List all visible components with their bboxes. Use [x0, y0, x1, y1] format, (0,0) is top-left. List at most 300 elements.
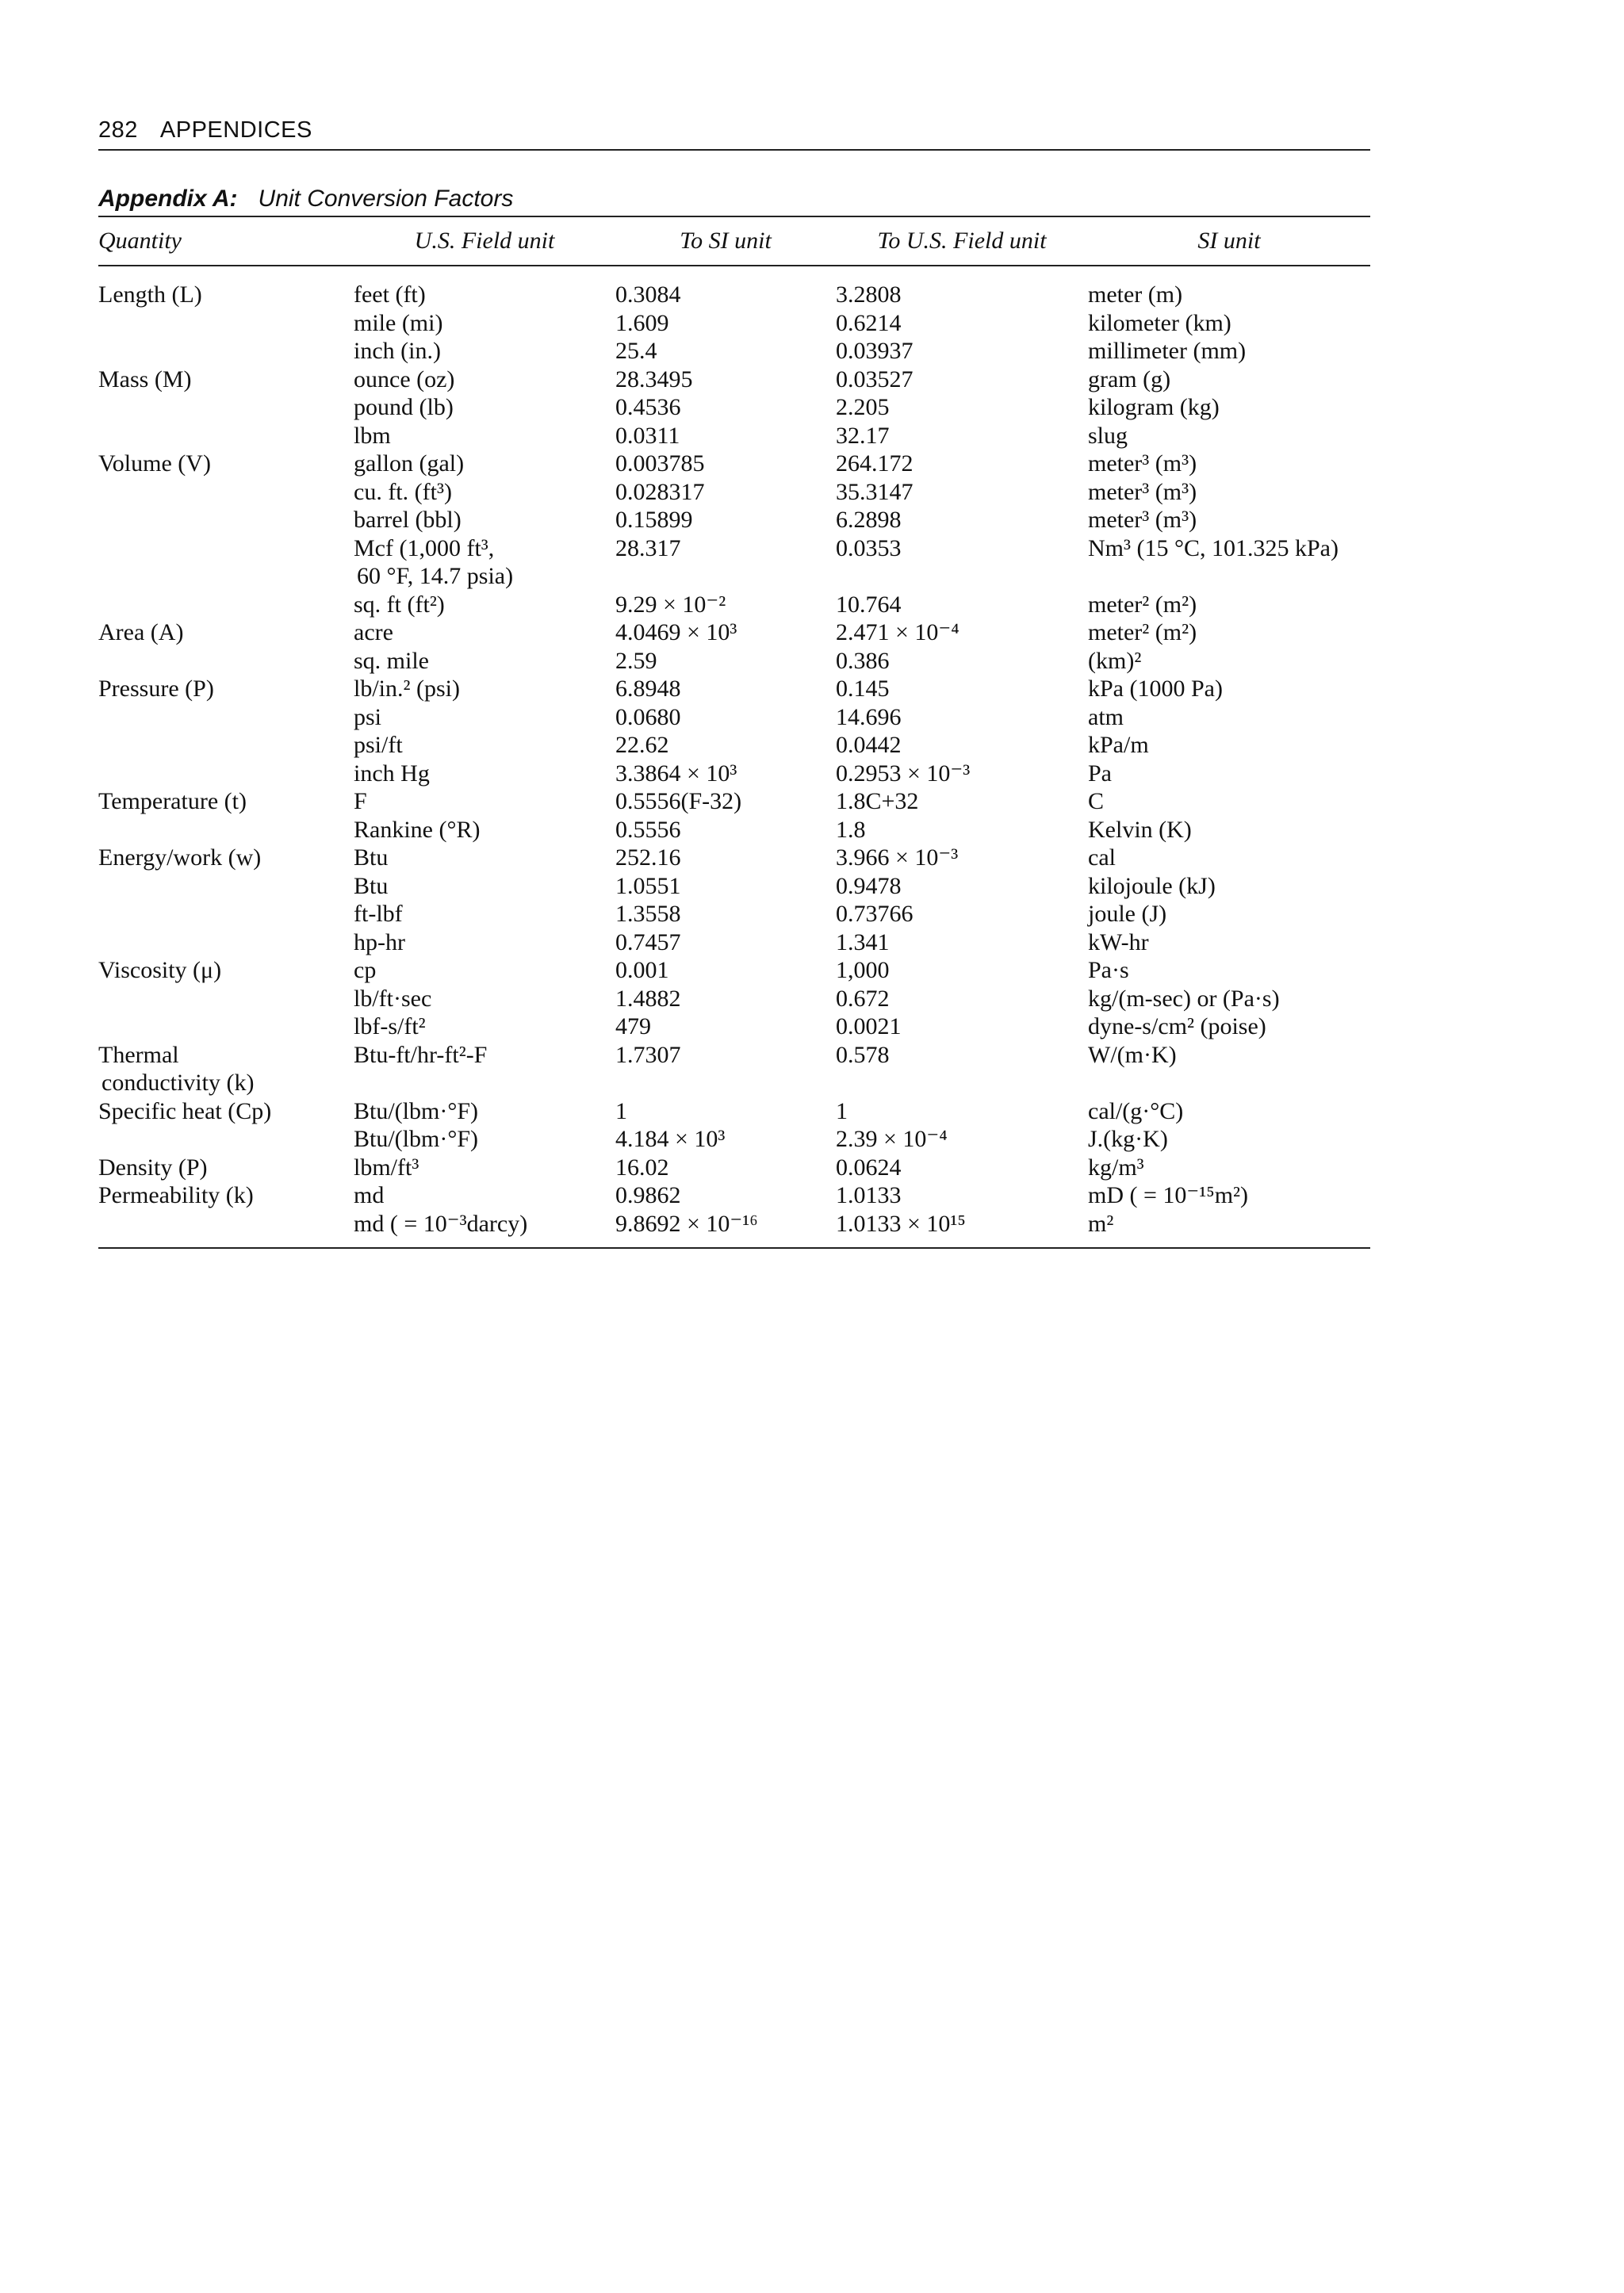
appendix-table-block	[98, 182, 1370, 1249]
cell-to-si-factor	[615, 1097, 836, 1126]
cell-to-us-factor-text: 0.0353	[836, 534, 902, 561]
cell-to-si-factor-text: 25.4	[615, 338, 657, 364]
cell-si-unit-text: kilojoule (kJ)	[1088, 872, 1216, 899]
table-row	[98, 985, 1370, 1013]
cell-to-si-factor	[615, 1013, 836, 1041]
cell-to-us-factor	[836, 1097, 1088, 1126]
table-row	[98, 618, 1370, 647]
column-header-quantity: Quantity	[98, 217, 354, 266]
cell-us-field-unit	[354, 366, 615, 394]
table-header-row	[98, 217, 1370, 266]
cell-to-si-factor	[615, 985, 836, 1013]
cell-si-unit-text: meter³ (m³)	[1088, 450, 1197, 477]
cell-to-si-factor	[615, 787, 836, 816]
cell-quantity	[98, 816, 354, 844]
cell-to-us-factor-text: 10.764	[836, 591, 902, 618]
cell-us-field-unit-text: lb/in.² (psi)	[354, 676, 460, 702]
cell-us-field-unit-text: cp	[354, 957, 377, 983]
cell-to-us-factor-text: 0.6214	[836, 309, 902, 336]
cell-quantity	[98, 703, 354, 732]
cell-to-us-factor	[836, 928, 1088, 957]
table-row	[98, 647, 1370, 676]
cell-si-unit	[1088, 900, 1370, 928]
cell-us-field-unit	[354, 1181, 615, 1210]
column-header-si-unit: SI unit	[1088, 217, 1370, 266]
cell-us-field-unit-text: hp-hr	[354, 928, 405, 955]
cell-to-us-factor	[836, 816, 1088, 844]
cell-us-field-unit-text: lbm/ft³	[354, 1154, 419, 1181]
cell-to-us-factor	[836, 872, 1088, 901]
table-row	[98, 534, 1370, 591]
cell-to-si-factor-text: 1	[615, 1097, 627, 1124]
cell-to-si-factor-text: 1.0551	[615, 872, 681, 899]
cell-to-us-factor	[836, 366, 1088, 394]
cell-to-si-factor	[615, 618, 836, 647]
cell-to-us-factor-text: 14.696	[836, 703, 902, 730]
cell-to-us-factor-text: 0.73766	[836, 901, 914, 927]
table-caption-title: Unit Conversion Factors	[258, 186, 514, 212]
cell-to-us-factor	[836, 1181, 1088, 1210]
cell-to-si-factor-text: 1.609	[615, 309, 669, 336]
cell-quantity	[98, 1125, 354, 1154]
cell-si-unit-text: kilogram (kg)	[1088, 394, 1220, 420]
cell-quantity	[98, 872, 354, 901]
cell-to-si-factor-text: 22.62	[615, 732, 669, 758]
cell-to-us-factor-text: 0.2953 × 10⁻³	[836, 760, 971, 787]
cell-quantity	[98, 281, 354, 309]
cell-us-field-unit	[354, 337, 615, 366]
cell-quantity	[98, 1210, 354, 1238]
cell-to-us-factor	[836, 985, 1088, 1013]
cell-to-si-factor-text: 1.7307	[615, 1041, 681, 1068]
cell-to-us-factor	[836, 534, 1088, 591]
cell-si-unit-text: cal	[1088, 844, 1116, 871]
cell-to-us-factor	[836, 703, 1088, 732]
unit-conversion-table	[98, 217, 1370, 1238]
cell-si-unit	[1088, 478, 1370, 507]
cell-quantity-text: Volume (V)	[98, 450, 211, 477]
cell-si-unit	[1088, 1013, 1370, 1041]
cell-si-unit	[1088, 956, 1370, 985]
cell-quantity-text: Energy/work (w)	[98, 844, 262, 871]
cell-us-field-unit	[354, 281, 615, 309]
cell-to-si-factor-text: 0.7457	[615, 928, 681, 955]
cell-to-si-factor-text: 252.16	[615, 844, 681, 871]
cell-si-unit-text: Pa	[1088, 760, 1112, 787]
cell-si-unit-text: J.(kg·K)	[1088, 1126, 1168, 1152]
cell-si-unit	[1088, 1210, 1370, 1238]
cell-to-si-factor	[615, 760, 836, 788]
cell-si-unit	[1088, 618, 1370, 647]
table-row	[98, 844, 1370, 872]
cell-to-us-factor-text: 0.0021	[836, 1013, 902, 1039]
column-header-to-us-field-unit: To U.S. Field unit	[836, 217, 1088, 266]
cell-quantity	[98, 366, 354, 394]
table-row	[98, 731, 1370, 760]
cell-to-us-factor-text: 32.17	[836, 422, 890, 449]
table-row	[98, 872, 1370, 901]
cell-to-us-factor-text: 0.9478	[836, 872, 902, 899]
cell-to-us-factor-text: 0.578	[836, 1041, 890, 1068]
cell-us-field-unit-text: sq. ft (ft²)	[354, 591, 445, 618]
cell-to-us-factor	[836, 591, 1088, 619]
cell-si-unit-text: Pa·s	[1088, 957, 1129, 983]
cell-us-field-unit	[354, 985, 615, 1013]
cell-si-unit-text: meter³ (m³)	[1088, 507, 1197, 533]
cell-to-us-factor	[836, 787, 1088, 816]
cell-quantity-text: Length (L)	[98, 281, 202, 308]
cell-to-si-factor-text: 0.003785	[615, 450, 705, 477]
cell-us-field-unit-text: gallon (gal)	[354, 450, 465, 477]
cell-to-si-factor	[615, 647, 836, 676]
cell-si-unit	[1088, 1041, 1370, 1097]
cell-quantity-text: Viscosity (μ)	[98, 957, 222, 983]
cell-to-si-factor	[615, 1181, 836, 1210]
cell-us-field-unit-text: Btu-ft/hr-ft²-F	[354, 1041, 488, 1068]
cell-us-field-unit	[354, 760, 615, 788]
cell-to-si-factor-text: 9.8692 × 10⁻¹⁶	[615, 1210, 758, 1237]
cell-to-us-factor-text: 1.0133 × 10¹⁵	[836, 1210, 966, 1237]
table-row	[98, 478, 1370, 507]
cell-si-unit-text: cal/(g·°C)	[1088, 1097, 1184, 1124]
cell-quantity-text: Area (A)	[98, 619, 184, 645]
cell-us-field-unit	[354, 816, 615, 844]
cell-si-unit-text: kPa/m	[1088, 732, 1149, 758]
table-row	[98, 900, 1370, 928]
cell-us-field-unit-text: psi/ft	[354, 732, 403, 758]
cell-us-field-unit	[354, 1013, 615, 1041]
cell-si-unit-text: dyne-s/cm² (poise)	[1088, 1013, 1266, 1039]
cell-quantity	[98, 309, 354, 338]
cell-to-si-factor	[615, 928, 836, 957]
cell-si-unit	[1088, 422, 1370, 450]
cell-quantity	[98, 787, 354, 816]
cell-us-field-unit	[354, 618, 615, 647]
cell-quantity-text: Permeability (k)	[98, 1182, 254, 1208]
cell-si-unit	[1088, 1097, 1370, 1126]
cell-to-si-factor-text: 2.59	[615, 647, 657, 674]
cell-quantity	[98, 337, 354, 366]
cell-us-field-unit-text: inch Hg	[354, 760, 430, 787]
cell-to-si-factor-text: 0.5556(F-32)	[615, 788, 742, 814]
cell-to-us-factor-text: 1.0133	[836, 1182, 902, 1208]
cell-to-us-factor-text: 1	[836, 1097, 848, 1124]
cell-si-unit-text: kPa (1000 Pa)	[1088, 676, 1223, 702]
cell-si-unit	[1088, 393, 1370, 422]
cell-to-si-factor	[615, 731, 836, 760]
cell-si-unit	[1088, 309, 1370, 338]
cell-si-unit	[1088, 816, 1370, 844]
table-row	[98, 1154, 1370, 1182]
cell-quantity	[98, 534, 354, 591]
cell-si-unit	[1088, 1125, 1370, 1154]
cell-to-si-factor-text: 0.0311	[615, 422, 680, 449]
cell-quantity	[98, 731, 354, 760]
cell-si-unit-text: kilometer (km)	[1088, 309, 1231, 336]
cell-quantity	[98, 956, 354, 985]
cell-to-us-factor-text: 1.341	[836, 928, 890, 955]
cell-to-si-factor-text: 0.4536	[615, 394, 681, 420]
cell-us-field-unit-text: lb/ft·sec	[354, 985, 432, 1012]
table-row	[98, 1013, 1370, 1041]
cell-to-us-factor	[836, 1210, 1088, 1238]
cell-us-field-unit	[354, 1125, 615, 1154]
cell-si-unit-text: kW-hr	[1088, 928, 1149, 955]
cell-us-field-unit	[354, 900, 615, 928]
cell-to-us-factor	[836, 478, 1088, 507]
cell-us-field-unit-text: cu. ft. (ft³)	[354, 478, 452, 505]
cell-to-us-factor	[836, 281, 1088, 309]
cell-quantity	[98, 478, 354, 507]
cell-si-unit	[1088, 366, 1370, 394]
cell-to-us-factor	[836, 309, 1088, 338]
cell-quantity	[98, 844, 354, 872]
cell-si-unit	[1088, 872, 1370, 901]
cell-us-field-unit	[354, 787, 615, 816]
table-row	[98, 956, 1370, 985]
cell-to-us-factor	[836, 731, 1088, 760]
cell-to-us-factor-text: 0.0442	[836, 732, 902, 758]
cell-to-si-factor-text: 0.001	[615, 957, 669, 983]
cell-to-si-factor	[615, 478, 836, 507]
cell-to-us-factor-text: 0.145	[836, 676, 890, 702]
page-header	[98, 114, 1370, 151]
cell-to-us-factor	[836, 450, 1088, 478]
table-row	[98, 760, 1370, 788]
cell-us-field-unit	[354, 393, 615, 422]
cell-us-field-unit	[354, 647, 615, 676]
cell-si-unit-text: gram (g)	[1088, 366, 1171, 392]
cell-quantity	[98, 760, 354, 788]
cell-to-us-factor	[836, 618, 1088, 647]
cell-to-si-factor-text: 3.3864 × 10³	[615, 760, 737, 787]
cell-si-unit	[1088, 450, 1370, 478]
cell-to-si-factor	[615, 506, 836, 534]
cell-quantity-text: Thermal	[98, 1041, 179, 1068]
cell-us-field-unit	[354, 844, 615, 872]
cell-us-field-unit	[354, 956, 615, 985]
cell-to-us-factor-text: 0.386	[836, 647, 890, 674]
cell-us-field-unit-text: Btu/(lbm·°F)	[354, 1126, 479, 1152]
cell-to-us-factor-text: 35.3147	[836, 478, 914, 505]
cell-to-us-factor-text: 2.39 × 10⁻⁴	[836, 1126, 948, 1152]
cell-us-field-unit	[354, 1041, 615, 1097]
cell-us-field-unit	[354, 450, 615, 478]
cell-to-si-factor	[615, 900, 836, 928]
cell-to-si-factor-text: 0.028317	[615, 478, 705, 505]
cell-to-us-factor-text: 0.672	[836, 985, 890, 1012]
cell-to-us-factor-text: 264.172	[836, 450, 914, 477]
cell-us-field-unit	[354, 731, 615, 760]
table-row	[98, 591, 1370, 619]
table-row	[98, 309, 1370, 338]
cell-us-field-unit-text: sq. mile	[354, 647, 429, 674]
cell-to-us-factor	[836, 393, 1088, 422]
cell-si-unit-text: millimeter (mm)	[1088, 338, 1247, 364]
cell-si-unit-text: kg/(m-sec) or (Pa·s)	[1088, 985, 1280, 1012]
cell-to-us-factor	[836, 422, 1088, 450]
cell-us-field-unit	[354, 928, 615, 957]
cell-to-si-factor	[615, 337, 836, 366]
table-row	[98, 703, 1370, 732]
cell-to-si-factor	[615, 1125, 836, 1154]
cell-to-si-factor-text: 28.317	[615, 534, 681, 561]
cell-si-unit	[1088, 534, 1370, 591]
cell-to-si-factor	[615, 393, 836, 422]
table-spacer-row	[98, 266, 1370, 281]
cell-us-field-unit-text: psi	[354, 703, 382, 730]
cell-si-unit-text: slug	[1088, 422, 1128, 449]
cell-quantity-text: Pressure (P)	[98, 676, 214, 702]
cell-si-unit-text: meter² (m²)	[1088, 591, 1197, 618]
cell-us-field-unit	[354, 591, 615, 619]
cell-us-field-unit-text: md	[354, 1182, 385, 1208]
cell-us-field-unit	[354, 1154, 615, 1182]
cell-si-unit	[1088, 647, 1370, 676]
cell-to-si-factor	[615, 534, 836, 591]
cell-si-unit	[1088, 844, 1370, 872]
table-row	[98, 1125, 1370, 1154]
cell-quantity	[98, 1181, 354, 1210]
cell-us-field-unit-text: ft-lbf	[354, 901, 403, 927]
cell-us-field-unit	[354, 1210, 615, 1238]
cell-to-us-factor-text: 2.471 × 10⁻⁴	[836, 619, 959, 645]
table-row	[98, 928, 1370, 957]
table-row	[98, 337, 1370, 366]
cell-to-si-factor-text: 479	[615, 1013, 651, 1039]
cell-si-unit	[1088, 985, 1370, 1013]
cell-us-field-unit-text: feet (ft)	[354, 281, 426, 308]
cell-quantity	[98, 900, 354, 928]
cell-quantity	[98, 393, 354, 422]
cell-us-field-unit	[354, 872, 615, 901]
cell-si-unit	[1088, 703, 1370, 732]
cell-to-si-factor	[615, 422, 836, 450]
cell-to-si-factor-text: 16.02	[615, 1154, 669, 1181]
cell-quantity	[98, 1041, 354, 1097]
cell-to-us-factor	[836, 647, 1088, 676]
cell-quantity	[98, 647, 354, 676]
cell-quantity	[98, 1097, 354, 1126]
cell-to-si-factor	[615, 1154, 836, 1182]
table-row	[98, 422, 1370, 450]
cell-quantity	[98, 1013, 354, 1041]
column-header-to-si-unit: To SI unit	[615, 217, 836, 266]
cell-si-unit	[1088, 1181, 1370, 1210]
cell-si-unit-text: meter³ (m³)	[1088, 478, 1197, 505]
cell-to-si-factor-text: 0.15899	[615, 507, 693, 533]
table-caption-label: Appendix A:	[98, 186, 238, 212]
cell-to-si-factor	[615, 703, 836, 732]
cell-to-si-factor-text: 9.29 × 10⁻²	[615, 591, 726, 618]
cell-to-si-factor	[615, 872, 836, 901]
cell-to-us-factor	[836, 956, 1088, 985]
cell-to-us-factor-text: 3.2808	[836, 281, 902, 308]
cell-us-field-unit	[354, 506, 615, 534]
cell-si-unit-text: mD ( = 10⁻¹⁵m²)	[1088, 1182, 1249, 1208]
cell-quantity	[98, 675, 354, 703]
cell-quantity	[98, 422, 354, 450]
cell-to-si-factor	[615, 675, 836, 703]
cell-us-field-unit	[354, 478, 615, 507]
cell-us-field-unit	[354, 309, 615, 338]
cell-to-si-factor-text: 4.184 × 10³	[615, 1126, 726, 1152]
table-row	[98, 787, 1370, 816]
cell-us-field-unit-text: lbm	[354, 422, 391, 449]
cell-to-si-factor-text: 0.3084	[615, 281, 681, 308]
cell-us-field-unit-text: pound (lb)	[354, 394, 454, 420]
cell-us-field-unit-text: Btu/(lbm·°F)	[354, 1097, 479, 1124]
cell-to-us-factor	[836, 760, 1088, 788]
table-row	[98, 393, 1370, 422]
cell-si-unit	[1088, 675, 1370, 703]
cell-to-si-factor-text: 4.0469 × 10³	[615, 619, 737, 645]
cell-to-us-factor	[836, 675, 1088, 703]
cell-to-si-factor-text: 6.8948	[615, 676, 681, 702]
cell-to-us-factor	[836, 900, 1088, 928]
cell-to-us-factor-text: 0.0624	[836, 1154, 902, 1181]
table-row	[98, 506, 1370, 534]
cell-si-unit-text: meter (m)	[1088, 281, 1183, 308]
cell-to-si-factor-text: 0.0680	[615, 703, 681, 730]
cell-to-us-factor-text: 6.2898	[836, 507, 902, 533]
cell-quantity-text: Mass (M)	[98, 366, 192, 392]
cell-si-unit-text: joule (J)	[1088, 901, 1167, 927]
cell-us-field-unit-text: Mcf (1,000 ft³,	[354, 534, 495, 561]
table-row	[98, 675, 1370, 703]
cell-us-field-unit	[354, 1097, 615, 1126]
cell-to-us-factor	[836, 1041, 1088, 1097]
table-caption	[98, 182, 1370, 217]
cell-si-unit	[1088, 928, 1370, 957]
cell-si-unit-text: (km)²	[1088, 647, 1142, 674]
cell-us-field-unit-continuation: 60 °F, 14.7 psia)	[357, 563, 514, 589]
cell-to-us-factor-text: 1.8	[836, 816, 866, 843]
cell-si-unit-text: kg/m³	[1088, 1154, 1144, 1181]
cell-quantity-text: Specific heat (Cp)	[98, 1097, 272, 1124]
cell-to-si-factor	[615, 309, 836, 338]
cell-si-unit	[1088, 337, 1370, 366]
cell-quantity	[98, 506, 354, 534]
cell-si-unit	[1088, 281, 1370, 309]
cell-si-unit-text: Kelvin (K)	[1088, 816, 1192, 843]
cell-to-si-factor	[615, 591, 836, 619]
cell-quantity-continuation: conductivity (k)	[102, 1070, 255, 1096]
cell-quantity	[98, 591, 354, 619]
cell-si-unit	[1088, 760, 1370, 788]
table-row	[98, 816, 1370, 844]
cell-quantity-text: Density (P)	[98, 1154, 208, 1181]
cell-quantity	[98, 928, 354, 957]
cell-us-field-unit-text: acre	[354, 619, 393, 645]
running-head: APPENDICES	[159, 117, 312, 143]
table-row	[98, 366, 1370, 394]
cell-to-us-factor	[836, 506, 1088, 534]
cell-to-us-factor-text: 3.966 × 10⁻³	[836, 844, 959, 871]
cell-quantity	[98, 618, 354, 647]
cell-to-si-factor-text: 28.3495	[615, 366, 693, 392]
table-row	[98, 1041, 1370, 1097]
cell-us-field-unit	[354, 422, 615, 450]
table-row	[98, 1181, 1370, 1210]
cell-us-field-unit-text: Btu	[354, 844, 389, 871]
cell-si-unit	[1088, 787, 1370, 816]
cell-us-field-unit	[354, 534, 615, 591]
cell-to-us-factor	[836, 1125, 1088, 1154]
cell-to-us-factor-text: 1,000	[836, 957, 890, 983]
cell-to-us-factor-text: 1.8C+32	[836, 788, 919, 814]
cell-quantity-text: Temperature (t)	[98, 788, 247, 814]
